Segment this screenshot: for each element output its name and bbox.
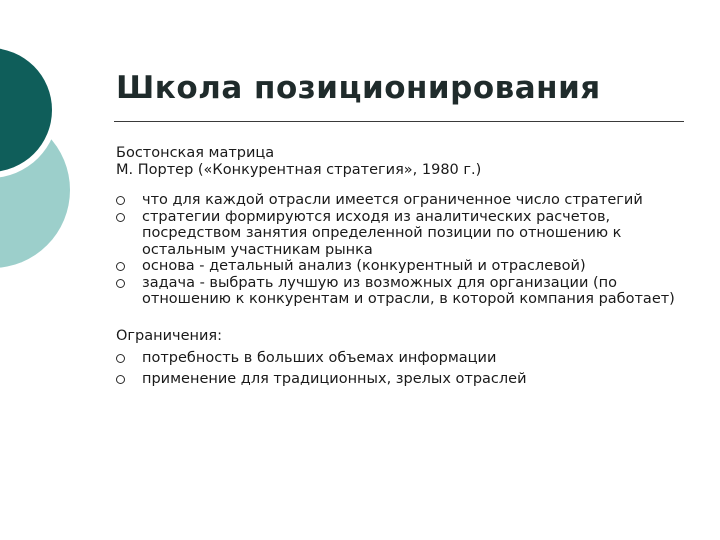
- principles-list: [116, 192, 686, 308]
- list-item-text: что для каждой отрасли имеется ограниченное число стратегий: [142, 192, 643, 208]
- list-item: [116, 258, 686, 275]
- list-item-text: основа - детальный анализ (конкурентный и отраслевой): [142, 258, 586, 274]
- limitations-list: [116, 348, 686, 390]
- list-item: [116, 348, 686, 369]
- hollow-circle-bullet-icon: [116, 375, 125, 384]
- list-item: [116, 192, 686, 209]
- list-item-text: применение для традиционных, зрелых отраслей: [142, 371, 527, 387]
- slide-title: Школа позиционирования: [116, 70, 601, 106]
- hollow-circle-bullet-icon: [116, 262, 125, 271]
- list-item-text: потребность в больших объемах информации: [142, 350, 497, 366]
- title-divider: [114, 121, 684, 122]
- hollow-circle-bullet-icon: [116, 196, 125, 205]
- list-item: [116, 275, 686, 308]
- hollow-circle-bullet-icon: [116, 213, 125, 222]
- decorative-circles: [0, 0, 120, 300]
- intro-line: М. Портер («Конкурентная стратегия», 1980 г.): [116, 161, 482, 178]
- list-item-text: стратегии формируются исходя из аналитических расчетов, посредством занятия определенной позиции по отношению к остальным участникам рынка: [142, 208, 622, 258]
- limitations-heading: Ограничения:: [116, 327, 223, 344]
- slide-body: [116, 145, 686, 390]
- list-item-text: задача - выбрать лучшую из возможных для организации (по отношению к конкурентам и отрасли, в которой компания работает): [142, 274, 675, 307]
- list-item: [116, 209, 686, 259]
- limitations-section: [116, 328, 686, 391]
- intro-line: Бостонская матрица: [116, 145, 275, 161]
- hollow-circle-bullet-icon: [116, 354, 125, 363]
- list-item: [116, 369, 686, 390]
- hollow-circle-bullet-icon: [116, 279, 125, 288]
